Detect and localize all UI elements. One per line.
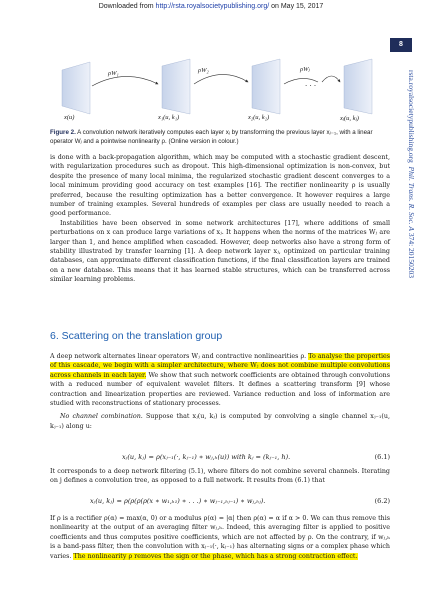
journal-name: Phil. Trans. R. Soc. A [407,166,416,231]
equation-6-2-number: (6.2) [374,497,390,505]
body-section [50,352,390,431]
equation-6-2-body: xⱼ(u, kⱼ) = ρ(ρ(ρ(ρ(x ∗ w₁,ₕ₁) ∗ . . .) ∗ wⱼ₋₁,ₕⱼ₋₁) ∗ wⱼ,ₕⱼ). [90,497,266,505]
paragraph-1: is done with a back-propagation algorithm, which may be computed with a stochastic gradient descent, with regularization procedures such as dropout. This high-dimensional optimization is non-convex, but despite the presence of many local minima, the regularized stochastic gradient descent converges to a local minimum providing good accuracy on test examples [16]. The rectifier nonlinearity ρ is usually preferred, because the resulting optimization has a better convergence. It however requires a large number of training examples. Several hundreds of examples per class are usually needed to reach a good performance. [50,154,390,218]
node-label-xj: xⱼ(u, kⱼ) [340,115,359,122]
arrow-w1 [92,76,158,86]
paragraph-4 [50,412,390,431]
paragraph-6-start: If ρ is a rectifier ρ(α) = max(α, 0) or a modulus ρ(α) = |α| then ρ(α) = α if α > 0. We can thus remove this nonlinearity at the output of an averaging filter wⱼ,ₕ. Indeed, this averaging filter is applied to positive coefficients and thus computes positive coefficients, which are not affected by ρ. On the contrary, if wⱼ,ₕ is a band-pass filter, then the convolution with xⱼ₋₁(·, kⱼ₋₁) has alternating signs or a complex phase which varies. [50,515,390,560]
paragraph-5: It corresponds to a deep network filtering (5.1), where filters do not combine several channels. Iterating on j defines a convolution tree, as opposed to a full network. It results from (6.1) that [50,468,390,485]
equation-6-1-number: (6.1) [374,453,390,461]
op-label-w1: ρW₁ [108,70,119,77]
equation-6-1-body: xⱼ(u, kⱼ) = ρ(xⱼ₋₁(·, kⱼ₋₁) ∗ wⱼ,ₕ(u)) with kⱼ = (kⱼ₋₁, h). [122,453,291,461]
node-label-x: x(u) [64,114,75,121]
ellipsis: . . . [305,80,317,88]
figure-caption [50,128,390,146]
paragraph-4-text: Suppose that xⱼ(u, kⱼ) is computed by convolving a single channel xⱼ₋₁(u, kⱼ₋₁) along u: [50,413,390,430]
paragraph-3-start: A deep network alternates linear operators Wⱼ and contractive nonlinearities ρ. [50,353,309,360]
op-label-w2: ρW₂ [198,67,209,74]
layer-2 [252,59,280,114]
figure-diagram [50,56,390,122]
journal-site[interactable]: rsta.royalsocietypublishing.org [407,70,416,163]
convnet-figure [50,56,390,122]
layer-1 [162,59,190,114]
paragraph-3 [50,352,390,408]
highlight-1: To analyse the properties of this cascade, we begin with a simpler architecture, where Wⱼ does not combine multiple convolutions across channels in each layer. [50,353,390,379]
paragraph-2: Instabilities have been observed in some network architectures [17], where additions of small perturbations on x can produce large variations of xⱼ. It happens when the norms of the matrices Wⱼ are larger than 1, and hence amplified when cascaded. However, deep networks also have a strong form of stability illustrated by transfer learning [1]. A deep network layer xⱼ, optimized on particular training databases, can approximate different classification functions, if the final classification layers are trained on a new database. This means that it has learned stable structures, which can be transferred across similar learning problems. [50,219,390,284]
paragraph-3-end: We show that such network coefficients are obtained through convolutions with a reduced number of equivalent wavelet filters. It defines a scattering transform [9] whose contraction and linearization properties are reviewed. Variance reduction and loss of information are studied with reconstructions of stationary processes. [50,371,390,408]
download-date: on May 15, 2017 [269,3,324,10]
caption-label: Figure 2. [50,129,76,136]
arrow-wj [322,76,340,82]
page-number: 8 [390,38,412,52]
journal-ref: 374: 20150203 [407,230,416,279]
paragraph-4-lead: No channel combination. [60,413,143,421]
source-link[interactable]: http://rsta.royalsocietypublishing.org/ [155,3,270,10]
body-bottom [50,514,390,561]
caption-text: A convolution network iteratively computes each layer xⱼ by transforming the previous layer xⱼ₋₁, with a linear operator Wⱼ and a pointwise nonlinearity ρ. (Online version in colour.) [50,129,373,145]
node-label-x2: x₂(u, k₂) [248,114,270,121]
paragraph-6 [50,514,390,561]
arrow-w2 [194,74,248,84]
highlight-2: The nonlinearity ρ removes the sign or the phase, which has a strong contraction effect. [73,552,358,560]
body-top [50,153,390,285]
journal-sidebar [396,70,418,279]
download-banner [0,3,422,10]
op-label-wj: ρWⱼ [300,66,310,73]
node-label-x1: x₁(u, k₁) [158,114,180,121]
input-layer [62,62,90,114]
layer-j [344,59,372,114]
section-title: 6. Scattering on the translation group [50,330,223,342]
body-middle [50,467,390,486]
download-label: Downloaded from [98,3,154,10]
